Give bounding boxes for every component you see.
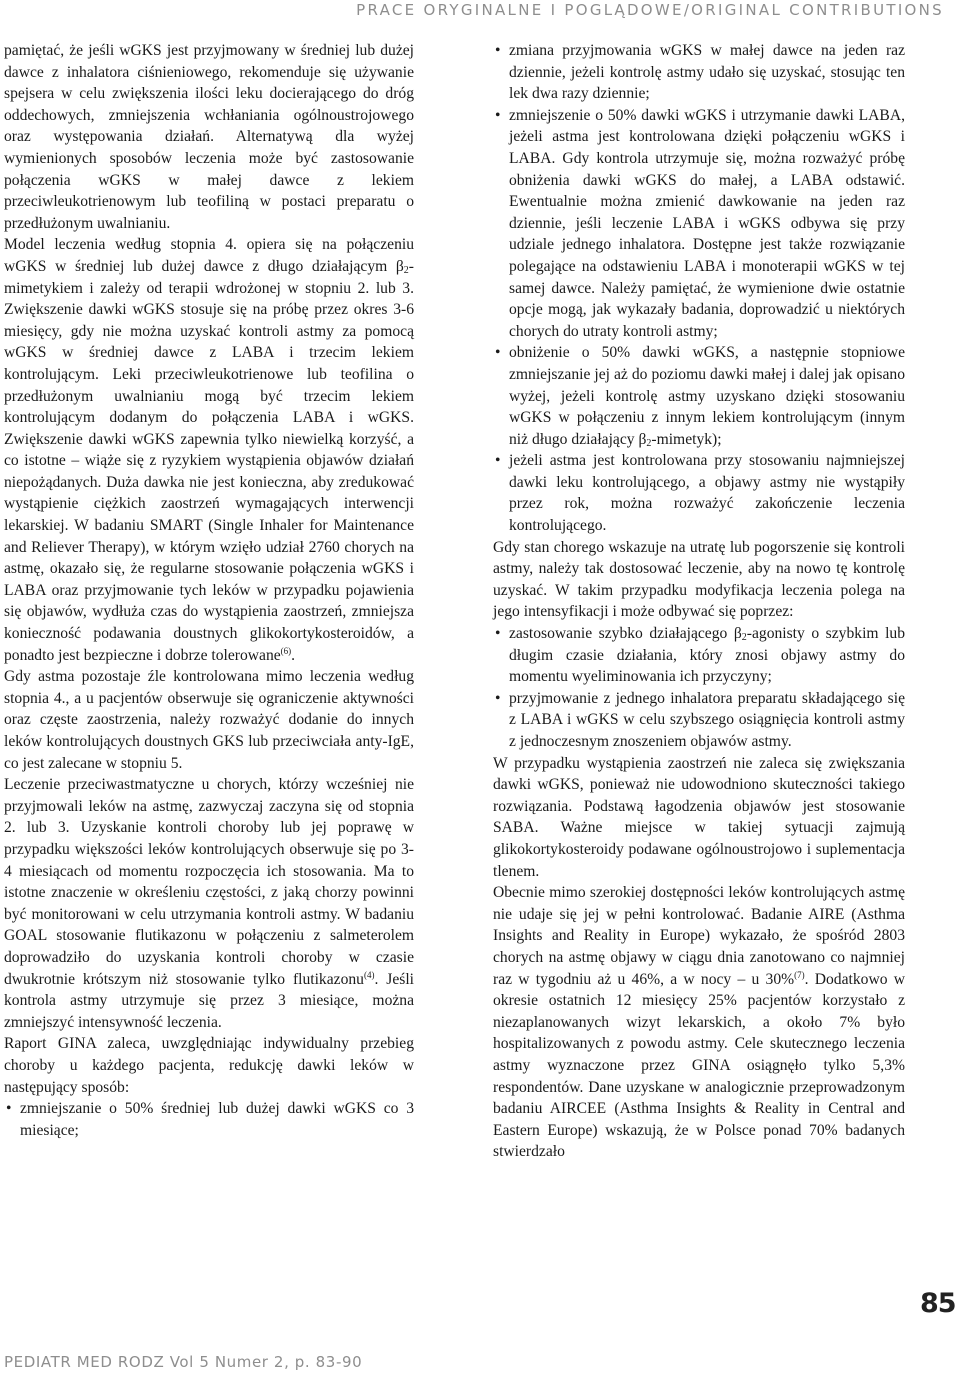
bullet-marker: • [495,106,501,124]
bullet-marker: • [495,42,501,59]
left-text-column [4,40,414,1141]
running-header [0,0,960,26]
bullet-list [493,40,905,537]
citation-ref: (7) [794,969,805,980]
paragraph: Gdy stan chorego wskazuje na utratę lub pogorszenie się kontroli astmy, należy tak dostosować leczenie, aby na nowo tę kontrolę uzyskać. W takim przypadku modyfikacja leczenia polega na jego intensyfikacji i może odbywać się poprzez: [493,538,905,621]
paragraph: pamiętać, że jeśli wGKS jest przyjmowany w średniej lub dużej dawce z inhalatora ciśnieniowego, rekomenduje się używanie spejsera w celu zwiększenia ilości leku docierającego do dróg oddechowych, zmniejszenia wchłaniania ogólnoustrojowego oraz występowania działań. Alternatywą dla wyżej wymienionych sposobów leczenia może być zastosowanie połączenia wGKS w małej dawce z lekiem przeciwleukotrienowym lub teofiliną w postaci preparatu o przedłużonym uwalnianiu. [4,42,414,232]
running-header-text: PRACE ORYGINALNE I POGLĄDOWE/ORIGINAL CONTRIBUTIONS [356,1,944,19]
list-item: • zmiana przyjmowania wGKS w małej dawce na jeden raz dziennie, jeżeli kontrolę astmy udało się uzyskać, stosując ten lek dwa razy dziennie; [495,42,905,103]
bullet-list [493,623,905,753]
paragraph: Raport GINA zaleca, uwzględniając indywidualny przebieg choroby u każdego pacjenta, redukcję dawki leków w następujący sposób: [4,1035,414,1096]
paragraph: Leczenie przeciwastmatyczne u chorych, którzy wcześniej nie przyjmowali leków na astmę, zazwyczaj zaczyna się od stopnia 2. lub 3. Uzyskanie kontroli choroby lub jej poprawę w przypadku większości leków kontrolujących obserwuje się po 3-4 miesiącach od momentu rozpoczęcia ich stosowania. Ma to istotne znaczenie w określeniu częstości, z jaką chorzy powinni być monitorowani w celu utrzymania kontroli astmy. W badaniu GOAL stosowanie flutikazonu w połączeniu z salmeterolem doprowadziło do uzyskania kontroli choroby w czasie dwukrotnie krótszym niż stosowanie tylko flutikazonu$^{(4)}$. Jeśli kontrola astmy utrzymuje się przez 3 miesiące, można zmniejszyć intensywność leczenia. [4,776,414,1031]
subscript: 2 [741,632,747,644]
bullet-list [4,1098,414,1141]
list-item: • zastosowanie szybko działającego β2-agonisty o szybkim lub długim czasie działania, który znosi objawy astmy do momentu wyeliminowania ich przyczyny; [495,625,905,686]
page-number: 85 [920,1288,956,1319]
right-text-column [493,40,905,1163]
bullet-marker: • [495,625,501,643]
citation-ref: (6) [280,645,292,656]
bullet-marker: • [495,689,501,707]
list-item: • zmniejszenie o 50% dawki wGKS i utrzymanie dawki LABA, jeżeli astma jest kontrolowana dzięki połączeniu wGKS i LABA. Gdy kontrola utrzymuje się, można rozważyć próbę obniżenia dawki wGKS do małej, a LABA odstawić. Ewentualnie można zmienić dawkowanie na jeden raz dziennie, jeśli leczenie LABA i wGKS odbywa się przy udziale jednego inhalatora. Dostępne jest także rozwiązanie polegające na odstawieniu LABA i monoterapii wGKS w tej samej dawce. Należy pamiętać, że wymienione dwie ostatnie opcje mogą, jak wykazały badania, doprowadzić u niektórych chorych do utraty kontroli astmy; [495,106,905,340]
paragraph: Model leczenia według stopnia 4. opiera się na połączeniu wGKS w średniej lub dużej dawce z długo działającym β2-mimetykiem i zależy od terapii wdrożonej w stopniu 2. lub 3. Zwiększenie dawki wGKS stosuje się na próbę przez okres 3-6 miesięcy, gdy nie można uzyskać kontroli astmy za pomocą wGKS w średniej dawce z LABA i trzecim lekiem kontrolującym. Leki przeciwleukotrienowe lub teofilina o przedłużonym uwalnianiu mogą być trzecim lekiem kontrolującym dodanym do połączenia LABA i wGKS. Zwiększenie dawki wGKS zapewnia tylko niewielką korzyść, a co istotne – wiąże się z ryzykiem wystąpienia objawów działań niepożądanych. Duża dawka nie jest konieczna, aby zredukować wystąpienie ciężkich zaostrzeń wymagających interwencji lekarskiej. W badaniu SMART (Single Inhaler for Maintenance and Reliever Therapy), w którym wzięło udział 2760 chorych na astmę, okazało się, że regularne stosowanie połączenia wGKS i LABA oraz przyjmowanie tych leków w przypadku pojawienia się objawów, wydłuża czas do wystąpienia zaostrzeń, zmniejsza konieczność podawania doustnych glikokortykosteroidów, a ponadto jest bezpieczne i dobrze tolerowane$^{(6)}$. [4,236,414,664]
list-item: • zmniejszanie o 50% średniej lub dużej dawki wGKS co 3 miesiące; [6,1100,414,1139]
subscript: 2 [646,437,652,449]
bullet-marker: • [495,344,501,362]
bullet-marker: • [495,452,501,470]
list-item: • obniżenie o 50% dawki wGKS, a następnie stopniowe zmniejszanie jej aż do poziomu dawki małej i dalej jak opisano wyżej, jeżeli kontrolę astmy uzyskano dzięki stosowaniu wGKS w połączeniu z innym lekiem kontrolującym (innym niż długo działający β2-mimetyk); [495,344,905,449]
list-item: • przyjmowanie z jednego inhalatora preparatu składającego się z LABA i wGKS w celu szybszego osiągnięcia kontroli astmy z jednoczesnym znoszeniem objawów astmy. [495,689,905,750]
list-item: • jeżeli astma jest kontrolowana przy stosowaniu najmniejszej dawki leku kontrolującego, a objawy astmy nie wystąpiły przez rok, można rozważyć zakończenie leczenia kontrolującego. [495,452,905,535]
bullet-marker: • [6,1100,12,1118]
citation-ref: (4) [363,969,375,980]
paragraph: Obecnie mimo szerokiej dostępności leków kontrolujących astmę nie udaje się jej w pełni kontrolować. Badanie AIRE (Asthma Insights and Reality in Europe) wykazało, że spośród 2803 chorych na astmę objawy w ciągu dnia zanotowano co najmniej raz w tygodniu aż u 46%, a w nocy – u 30%$^{(7)}$. Dodatkowo w okresie ostatnich 12 miesięcy 25% pacjentów korzystało z niezaplanowanych wizyt lekarskich, a około 7% było hospitalizowanych z powodu astmy. Cele skutecznego leczenia astmy wyznaczone przez GINA osiągnęło tylko 5,3% respondentów. Dane uzyskane w analogicznie przeprowadzonym badaniu AIRCEE (Asthma Insights & Reality in Central and Eastern Europe) wskazują, że w Polsce ponad 70% badanych stwierdzało [493,884,905,1161]
paragraph: Gdy astma pozostaje źle kontrolowana mimo leczenia według stopnia 4., a u pacjentów obserwuje się ograniczenie aktywności oraz częste zaostrzenia, należy rozważyć dodanie do innych leków kontrolujących doustnych GKS lub przeciwciała anty-IgE, co jest zalecane w stopniu 5. [4,668,414,772]
subscript: 2 [403,264,409,276]
paragraph: W przypadku wystąpienia zaostrzeń nie zaleca się zwiększania dawki wGKS, ponieważ nie udowodniono skuteczności takiego rozwiązania. Podstawą łagodzenia objawów jest stosowanie SABA. Ważne miejsce w takiej sytuacji zajmują glikokortykosteroidy podawane ogólnoustrojowo i suplementacja tlenem. [493,754,905,880]
running-footer: PEDIATR MED RODZ Vol 5 Numer 2, p. 83-90 [4,1353,363,1371]
